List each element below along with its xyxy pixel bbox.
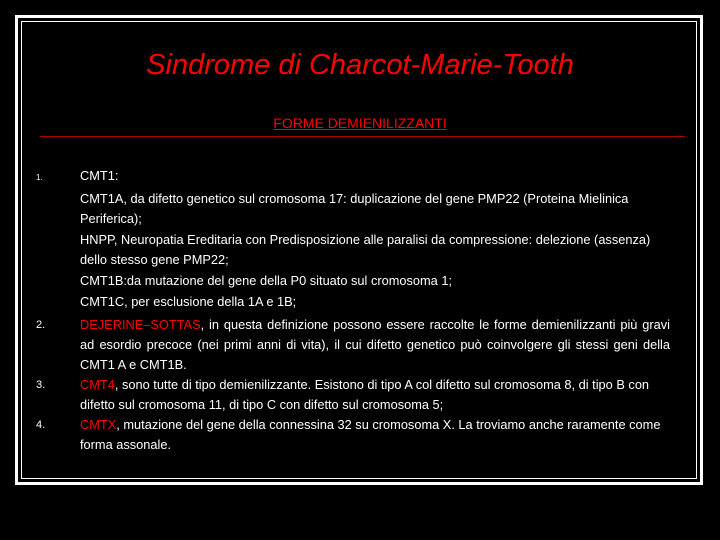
title-divider	[40, 136, 685, 137]
item-text: , sono tutte di tipo demienilizzante. Esistono di tipo A col difetto sul cromosoma 8, di tipo B con difetto sul cromosoma 11, di tipo C con difetto sul cromosoma 5;	[80, 377, 650, 412]
item-highlight: DEJERINE–SOTTAS	[80, 317, 201, 332]
list-item-cmtx	[80, 415, 670, 455]
sub-item-cmt1c: CMT1C, per esclusione della 1A e 1B;	[80, 294, 297, 309]
list-number: 4.	[36, 419, 46, 431]
list-item-cmt4	[80, 375, 670, 415]
sub-item-cmt1b: CMT1B:da mutazione del gene della P0 situato sul cromosoma 1;	[80, 273, 453, 288]
item-text: , in questa definizione possono essere raccolte le forme demienilizzanti più gravi ad esordio precoce (nei primi anni di vita), il cui difetto genetico può coinvolgere gli stessi geni della CMT1 A e CMT1B.	[80, 317, 670, 372]
item-highlight: CMT4	[80, 377, 115, 392]
sub-item-cmt1a: CMT1A, da difetto genetico sul cromosoma 17: duplicazione del gene PMP22 (Proteina Mielinica Periferica);	[80, 191, 629, 226]
item-text: , mutazione del gene della connessina 32 su cromosoma X. La troviamo anche raramente come forma assonale.	[80, 417, 661, 452]
slide-subtitle: FORME DEMIENILIZZANTI	[273, 115, 447, 131]
sub-item-hnpp: HNPP, Neuropatia Ereditaria con Predisposizione alle paralisi da compressione: delezione (assenza) dello stesso gene PMP22;	[80, 232, 651, 267]
list-number: 1.	[36, 173, 43, 182]
list-number: 3.	[36, 379, 46, 391]
list-item-label: CMT1:	[80, 168, 119, 183]
item-highlight: CMTX	[80, 417, 117, 432]
list-item-dejerine-sottas	[80, 315, 670, 375]
list-number: 2.	[36, 319, 46, 331]
slide-title: Sindrome di Charcot-Marie-Tooth	[146, 49, 574, 81]
